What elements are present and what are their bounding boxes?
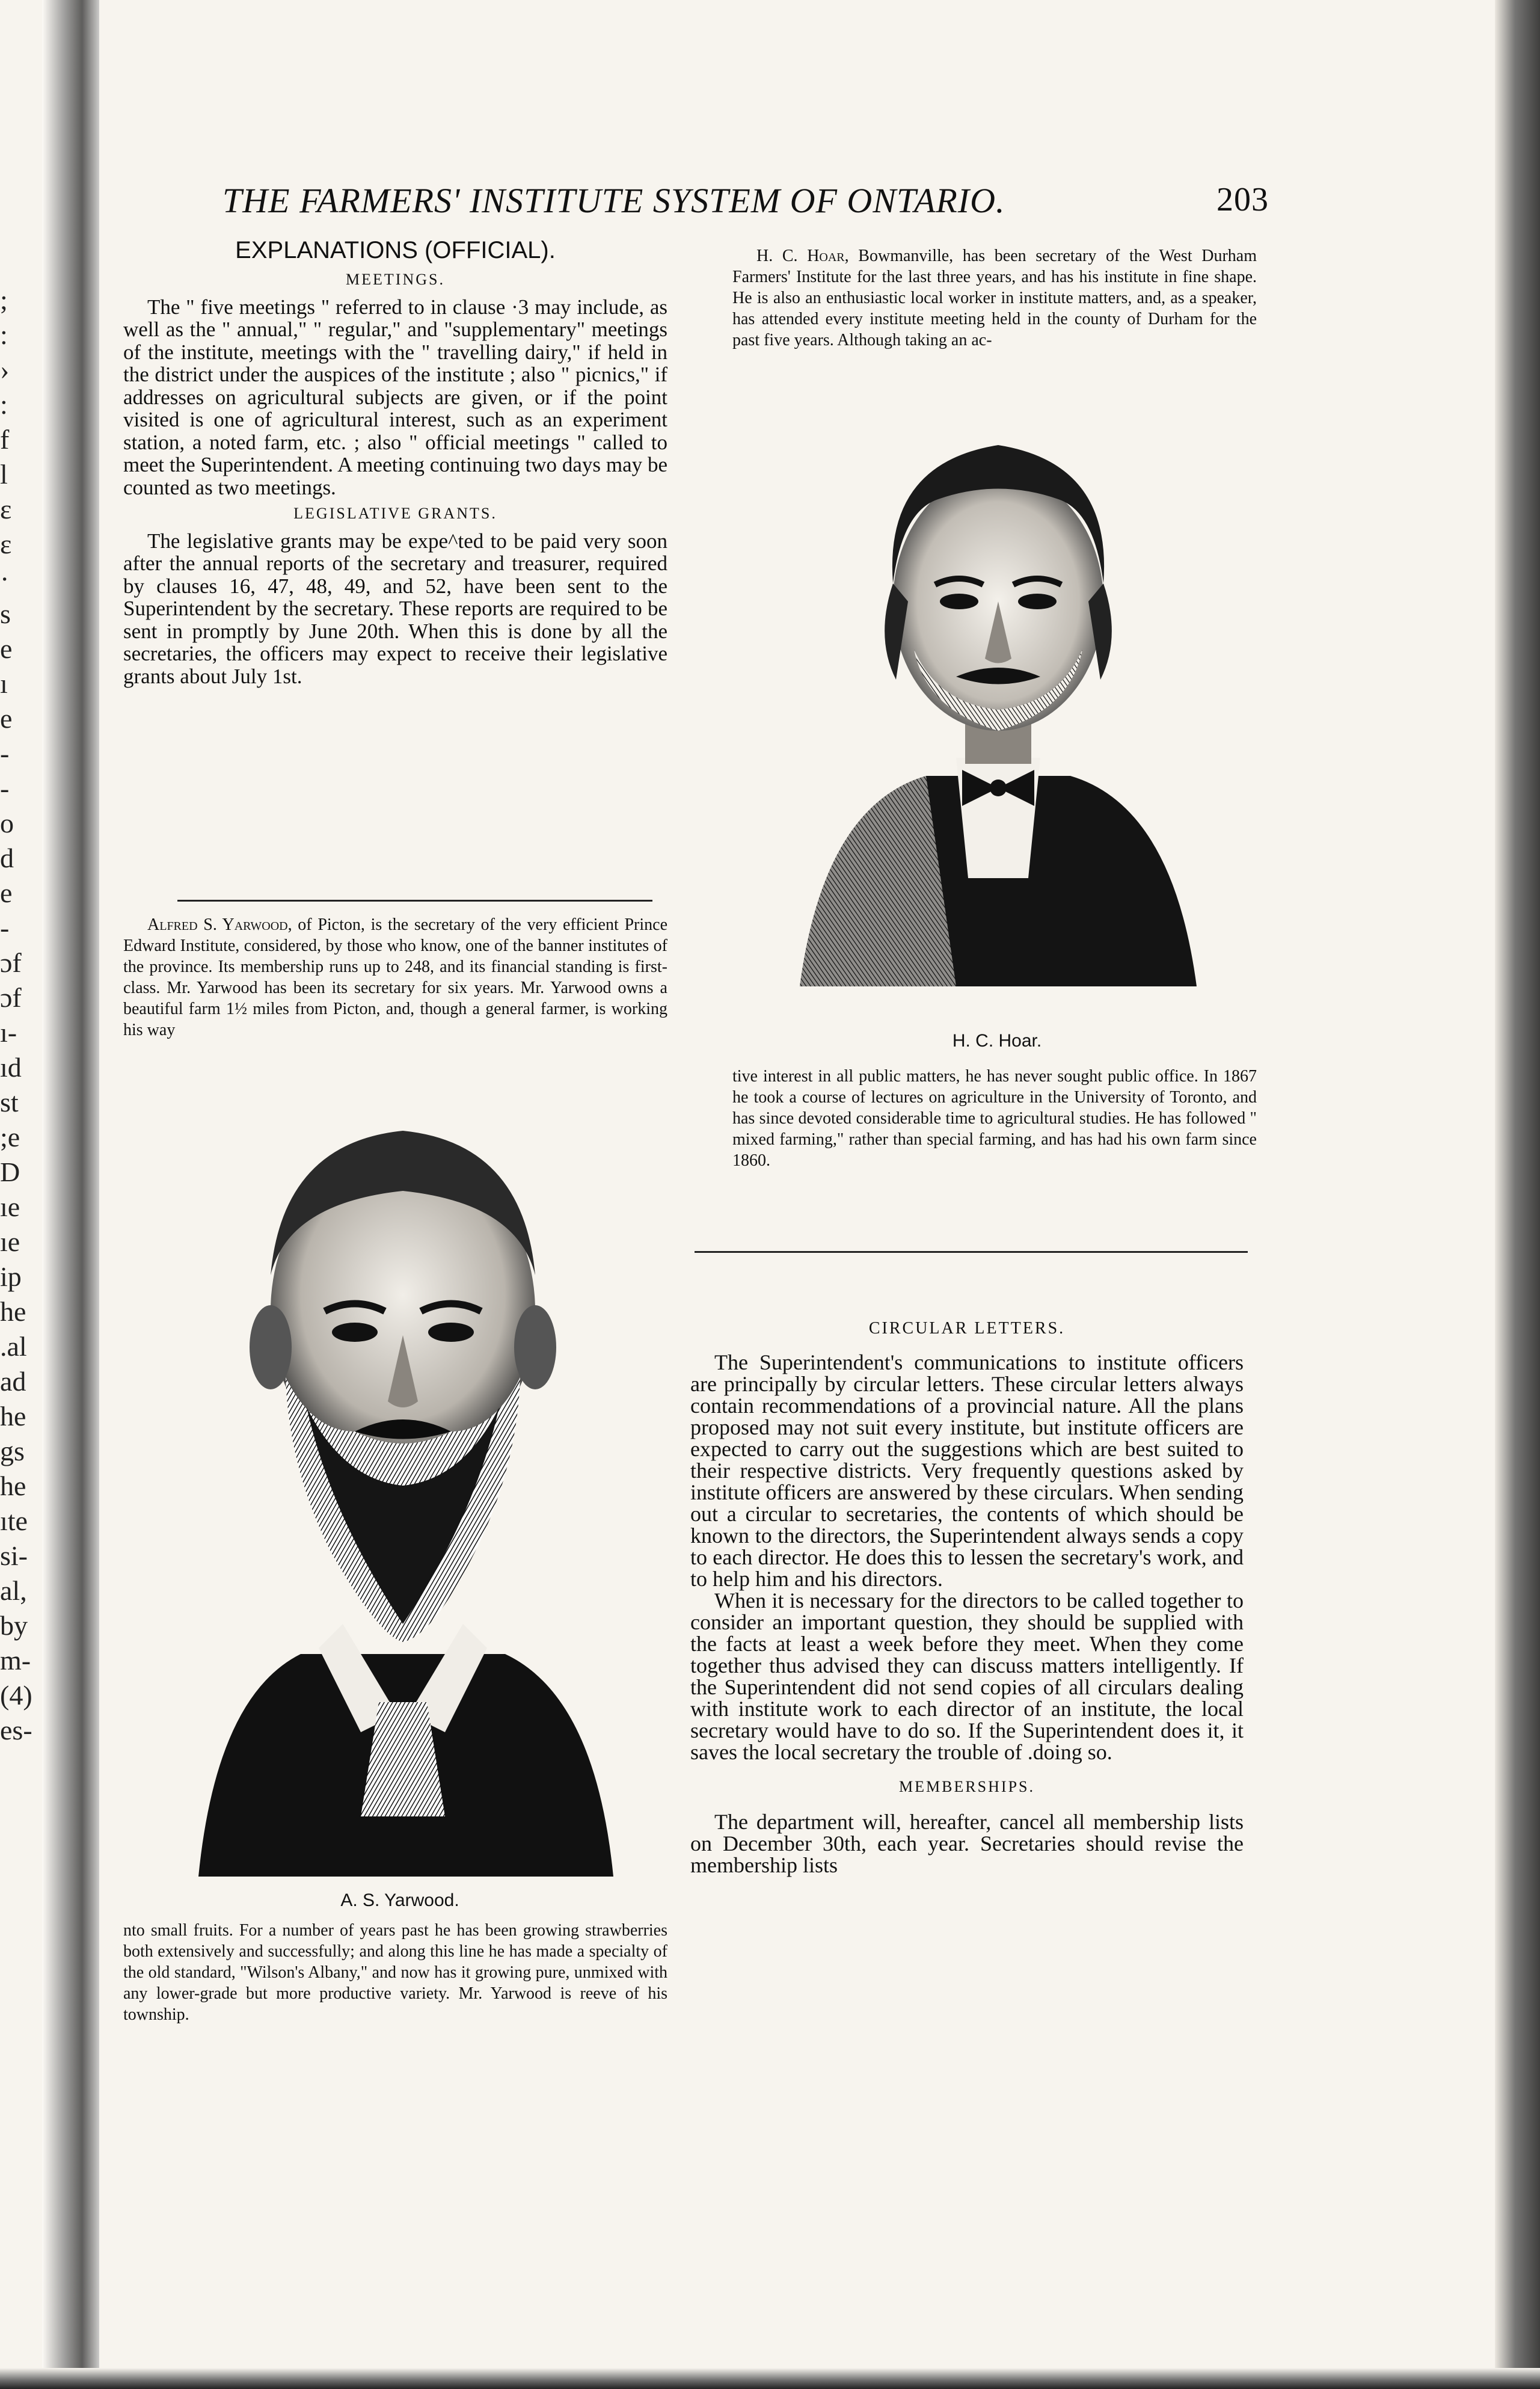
margin-fragment: (4) (0, 1680, 32, 1711)
circular-letters-subhead: CIRCULAR LETTERS. (868, 1319, 1066, 1338)
page-binding-shadow-left (42, 0, 99, 2389)
margin-fragment: ;e (0, 1122, 20, 1152)
section-divider-rule (177, 900, 652, 902)
page-bottom-edge (0, 2368, 1540, 2389)
margin-fragment: - (0, 773, 10, 804)
memberships-subhead: MEMBERSHIPS. (899, 1778, 1035, 1795)
margin-fragment: he (0, 1471, 26, 1501)
yarwood-bio-text: of Picton, is the secretary of the very efficient Prince Edward Institute, considered, by those who know, one of the banner institutes of the province. Its membership runs up to 248, and its financial standing is first-class. Mr. Yarwood has been its secretary for six years. Mr. Yarwood owns a beautiful farm 1½ miles from Picton, and, though a general farmer, is working his way (123, 915, 667, 1039)
margin-fragment: d (0, 843, 14, 873)
yarwood-biography (123, 914, 667, 1041)
yarwood-portrait (180, 1095, 625, 1883)
margin-fragment: › (0, 354, 10, 385)
margin-fragment: e (0, 878, 13, 908)
margin-fragment: gs (0, 1436, 25, 1466)
margin-fragment: ip (0, 1261, 22, 1292)
margin-fragment: by (0, 1610, 28, 1641)
page-number: 203 (1216, 181, 1269, 218)
explanations-heading: EXPLANATIONS (OFFICIAL). (235, 237, 556, 263)
margin-fragment: f (0, 424, 10, 455)
margin-fragment: ı (0, 668, 8, 699)
hoar-biography (732, 245, 1257, 351)
margin-fragment: ɛ (0, 494, 12, 524)
margin-fragment: ɔf (0, 982, 22, 1013)
meetings-paragraph: The " five meetings " referred to in clause ·3 may include, as well as the " annual," " regular," and "supplementary" meetings of the institute, meetings with the " travelling dairy," if held in the district under the auspices of the institute ; also " picnics," if addresses on agricultural subjects are given, or if the point visited is one of agricultural interest, such as an experiment station, a noted farm, etc. ; also " official meetings " called to meet the Superintendent. A meeting continuing two days may be counted as two meetings. (123, 295, 667, 499)
yarwood-caption: A. S. Yarwood. (340, 1890, 459, 1910)
hoar-biography-continuation: tive interest in all public matters, he has never sought public office. In 1867 he took a course of lectures on agriculture in the University of Toronto, and has since devoted considerable time to agricultural studies. He has followed " mixed farming," rather than special farming, and has had his own farm since 1860. (732, 1067, 1257, 1170)
margin-fragment: m- (0, 1645, 31, 1676)
page-edge-shadow-right (1495, 0, 1540, 2389)
margin-fragment: ad (0, 1366, 26, 1397)
section-divider-rule-right (695, 1251, 1248, 1253)
circular-letters-paragraph-2: When it is necessary for the directors to be called together to consider an important question, they should be supplied with the facts at least a week before they meet. When they come together thus advised they can discuss matters intelligently. If the Superintendent did not send copies of all circulars dealing with institute work to each director of an institute, the local secretary would have to do so. If the Superintendent does it, it saves the local secretary the trouble of .doing so. (690, 1588, 1244, 1764)
margin-fragment: ; (0, 284, 8, 315)
margin-fragment: es- (0, 1715, 32, 1745)
margin-fragment: al, (0, 1575, 27, 1606)
previous-page-margin-fragments (0, 283, 41, 1748)
hoar-name-lead: H. C. Hoar, (756, 247, 849, 265)
circular-letters-section (690, 1314, 1244, 1876)
margin-fragment: · (0, 564, 10, 594)
margin-fragment: e (0, 633, 13, 664)
circular-letters-paragraph-1: The Superintendent's communications to institute officers are principally by circular letters. These circular letters always contain recommendations of a provincial nature. All the plans proposed may not suit every institute, but institute officers are expected to carry out the suggestions which are best suited to their respective districts. Very frequently questions asked by institute officers are answered by these circulars. When sending out a circular to secretaries, the contents of which should be known to the directors, the Superintendent always sends a copy to each director. He does this to lessen the secretary's work, and to help him and his directors. (690, 1350, 1244, 1591)
margin-fragment: - (0, 738, 10, 769)
margin-fragment: .al (0, 1331, 27, 1362)
margin-fragment: - (0, 912, 10, 943)
margin-fragment: st (0, 1087, 19, 1118)
margin-fragment: ıte (0, 1505, 28, 1536)
margin-fragment: : (0, 389, 8, 420)
portrait-engraving-bearded-man-icon (180, 1095, 625, 1883)
legislative-grants-paragraph: The legislative grants may be expe^ted to be paid very soon after the annual reports of the secretary and treasurer, required by clauses 16, 47, 48, 49, and 52, have been sent to the Superintendent by the secretary. These reports are required to be sent in promptly by June 20th. When this is done by all the secretaries, the officers may expect to receive their legislative grants about July 1st. (123, 529, 667, 688)
margin-fragment: o (0, 808, 14, 838)
legislative-grants-subhead: LEGISLATIVE GRANTS. (293, 505, 497, 522)
portrait-engraving-man-bowtie-icon (776, 421, 1221, 998)
hoar-portrait (776, 421, 1221, 998)
margin-fragment: : (0, 319, 8, 350)
margin-fragment: si- (0, 1540, 28, 1571)
explanations-section (123, 236, 667, 687)
margin-fragment: ɛ (0, 529, 12, 559)
hoar-caption: H. C. Hoar. (952, 1031, 1042, 1051)
margin-fragment: ıe (0, 1226, 20, 1257)
margin-fragment: ıd (0, 1052, 22, 1083)
running-header (222, 180, 1269, 229)
hoar-bio-text: Bowmanville, has been secretary of the West Durham Farmers' Institute for the last three years, and has his institute in fine shape. He is also an enthusiastic local worker in institute matters, and, as a speaker, has attended every institute meeting held in the county of Durham for the past five years. Although taking an ac- (732, 247, 1257, 349)
margin-fragment: he (0, 1401, 26, 1431)
yarwood-biography-continuation: nto small fruits. For a number of years past he has been growing strawberries both extensively and successfully; and along this line he has made a specialty of the old standard, "Wilson's Albany," and now has it growing pure, unmixed with any lower-grade but more productive variety. Mr. Yarwood is reeve of his township. (123, 1921, 667, 2024)
margin-fragment: s (0, 598, 11, 629)
margin-fragment: ı- (0, 1017, 17, 1048)
margin-fragment: l (0, 459, 8, 490)
margin-fragment: e (0, 703, 13, 734)
yarwood-name-lead: Alfred S. Yarwood, (147, 915, 292, 934)
margin-fragment: ıe (0, 1191, 20, 1222)
meetings-subhead: MEETINGS. (346, 271, 445, 288)
header-title: THE FARMERS' INSTITUTE SYSTEM OF ONTARIO. (222, 181, 1005, 220)
margin-fragment: he (0, 1296, 26, 1327)
margin-fragment: D (0, 1157, 20, 1187)
memberships-paragraph: The department will, hereafter, cancel all membership lists on December 30th, each year. Secretaries should revise the membership lists (690, 1810, 1244, 1877)
margin-fragment: ɔf (0, 947, 22, 978)
